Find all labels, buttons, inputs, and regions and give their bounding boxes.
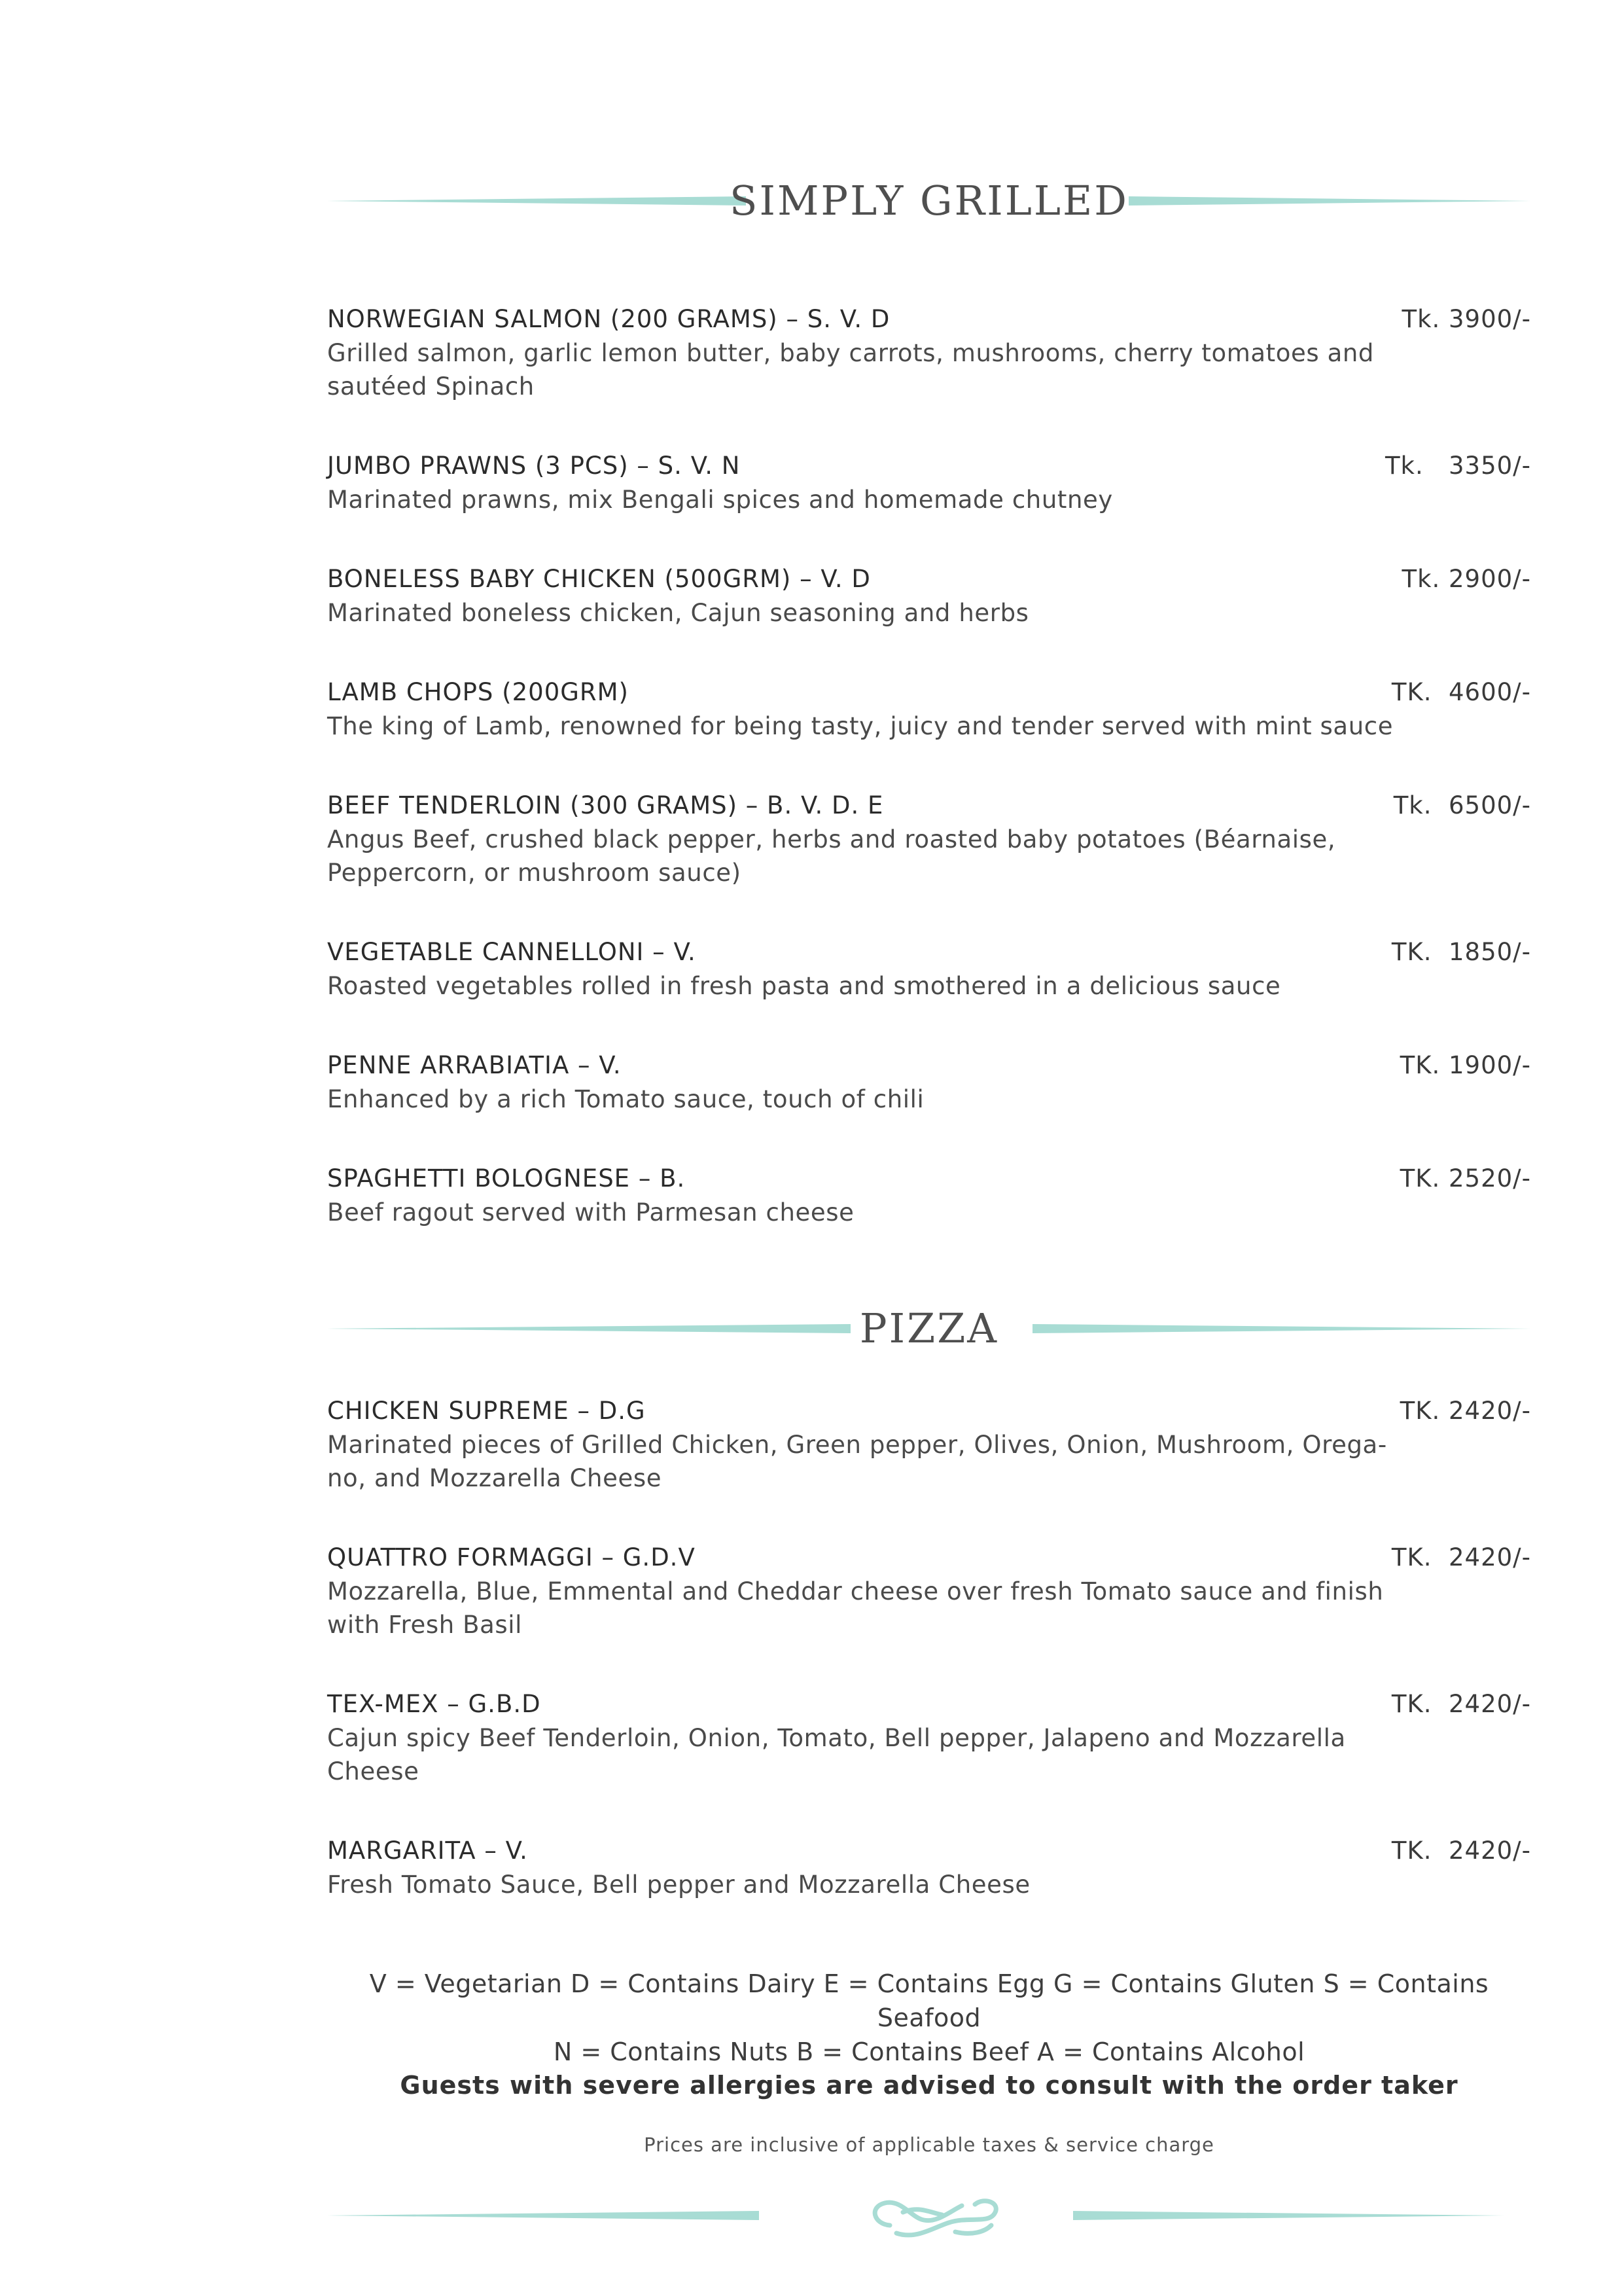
item-name: LAMB CHOPS (200GRM) bbox=[327, 678, 629, 706]
menu-item bbox=[327, 1541, 1531, 1641]
item-description: Grilled salmon, garlic lemon butter, baby carrots, mushrooms, cherry tomatoes and sautéed Spinach bbox=[327, 339, 1374, 401]
item-description: Marinated boneless chicken, Cajun seasoning and herbs bbox=[327, 599, 1029, 627]
menu-item bbox=[327, 1834, 1531, 1901]
menu-item bbox=[327, 562, 1531, 630]
section-title: PIZZA bbox=[859, 1304, 999, 1352]
legend-line: N = Contains Nuts B = Contains Beef A = Contains Alcohol bbox=[553, 2037, 1305, 2066]
allergy-note: Guests with severe allergies are advised to consult with the order taker bbox=[400, 2071, 1458, 2100]
item-name: BEEF TENDERLOIN (300 GRAMS) – B. V. D. E bbox=[327, 791, 884, 819]
flourish-divider-icon bbox=[327, 2186, 1531, 2251]
item-price: TK. 2420/- bbox=[1391, 1543, 1531, 1571]
item-price: TK. 2420/- bbox=[1391, 1837, 1531, 1865]
section-header-pizza bbox=[327, 1299, 1531, 1358]
footer-ornament bbox=[327, 2186, 1531, 2251]
item-name: TEX-MEX – G.B.D bbox=[327, 1690, 541, 1718]
item-description: Beef ragout served with Parmesan cheese bbox=[327, 1198, 855, 1227]
item-price: TK. 2520/- bbox=[1400, 1164, 1531, 1193]
item-price: TK. 1850/- bbox=[1391, 938, 1531, 966]
section-title: SIMPLY GRILLED bbox=[729, 177, 1129, 224]
section-header-simply-grilled bbox=[327, 171, 1531, 230]
item-description: The king of Lamb, renowned for being tasty, juicy and tender served with mint sauce bbox=[327, 712, 1394, 740]
menu-list-simply-grilled bbox=[327, 302, 1531, 1229]
item-description: Fresh Tomato Sauce, Bell pepper and Mozzarella Cheese bbox=[327, 1871, 1031, 1899]
menu-item bbox=[327, 449, 1531, 516]
menu-item bbox=[327, 1049, 1531, 1116]
item-description: Marinated prawns, mix Bengali spices and homemade chutney bbox=[327, 486, 1113, 514]
item-price: TK. 2420/- bbox=[1400, 1397, 1531, 1425]
item-name: NORWEGIAN SALMON (200 GRAMS) – S. V. D bbox=[327, 305, 891, 333]
item-name: CHICKEN SUPREME – D.G bbox=[327, 1397, 646, 1425]
menu-item bbox=[327, 935, 1531, 1003]
menu-item bbox=[327, 789, 1531, 889]
item-name: BONELESS BABY CHICKEN (500GRM) – V. D bbox=[327, 565, 871, 593]
item-name: MARGARITA – V. bbox=[327, 1837, 528, 1865]
item-price: Tk. 3900/- bbox=[1402, 305, 1531, 333]
item-price: TK. 4600/- bbox=[1391, 678, 1531, 706]
tax-note: Prices are inclusive of applicable taxes & service charge bbox=[644, 2134, 1214, 2156]
item-name: VEGETABLE CANNELLONI – V. bbox=[327, 938, 696, 966]
item-description: Roasted vegetables rolled in fresh pasta and smothered in a delicious sauce bbox=[327, 972, 1281, 1000]
menu-item bbox=[327, 1687, 1531, 1788]
item-description: Angus Beef, crushed black pepper, herbs and roasted baby potatoes (Béarnaise, Peppercorn, or mushroom sauce) bbox=[327, 825, 1336, 887]
item-name: QUATTRO FORMAGGI – G.D.V bbox=[327, 1543, 696, 1571]
item-description: Marinated pieces of Grilled Chicken, Green pepper, Olives, Onion, Mushroom, Orega-no, and Mozzarella Cheese bbox=[327, 1431, 1387, 1492]
item-description: Enhanced by a rich Tomato sauce, touch of chili bbox=[327, 1085, 925, 1113]
item-name: JUMBO PRAWNS (3 PCS) – S. V. N bbox=[327, 452, 741, 480]
menu-item bbox=[327, 302, 1531, 403]
item-name: PENNE ARRABIATIA – V. bbox=[327, 1051, 622, 1079]
item-price: Tk. 2900/- bbox=[1402, 565, 1531, 593]
item-description: Mozzarella, Blue, Emmental and Cheddar cheese over fresh Tomato sauce and finish with Fresh Basil bbox=[327, 1577, 1384, 1639]
item-price: TK. 2420/- bbox=[1391, 1690, 1531, 1718]
item-name: SPAGHETTI BOLOGNESE – B. bbox=[327, 1164, 686, 1193]
item-price: Tk. 6500/- bbox=[1393, 791, 1531, 819]
item-price: TK. 1900/- bbox=[1400, 1051, 1531, 1079]
item-price: Tk. 3350/- bbox=[1385, 452, 1531, 480]
menu-item bbox=[327, 1394, 1531, 1495]
menu-item bbox=[327, 1162, 1531, 1229]
menu-item bbox=[327, 675, 1531, 743]
allergen-legend bbox=[327, 1967, 1531, 2069]
menu-list-pizza bbox=[327, 1394, 1531, 1901]
legend-line: V = Vegetarian D = Contains Dairy E = Contains Egg G = Contains Gluten S = Contains Seafood bbox=[369, 1969, 1489, 2032]
item-description: Cajun spicy Beef Tenderloin, Onion, Tomato, Bell pepper, Jalapeno and Mozzarella Cheese bbox=[327, 1724, 1346, 1785]
